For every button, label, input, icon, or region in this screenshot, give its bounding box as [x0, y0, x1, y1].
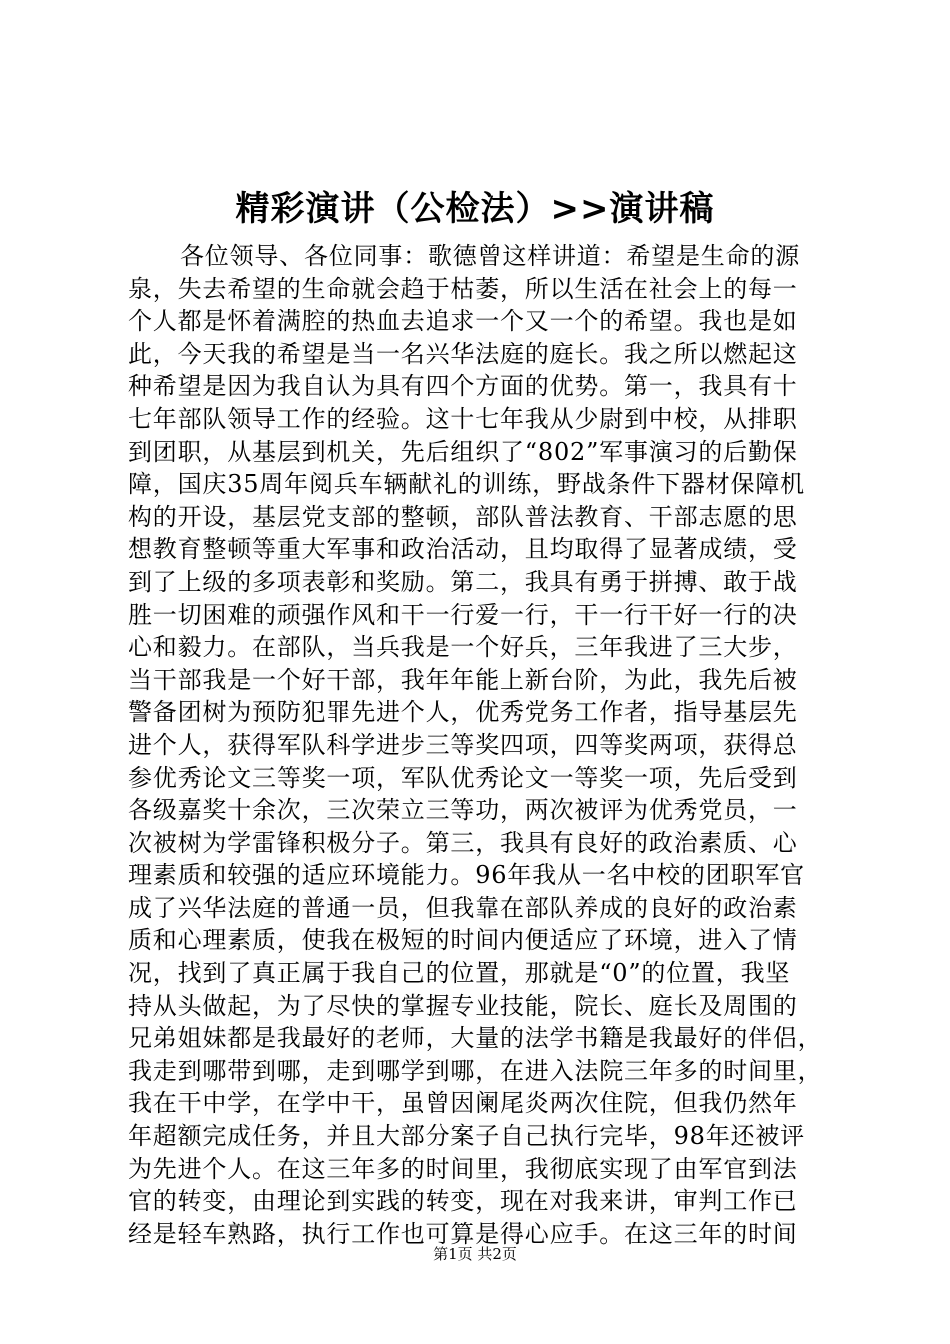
body-line: 泉，失去希望的生命就会趋于枯萎，所以生活在社会上的每一	[128, 274, 798, 303]
document-title: 精彩演讲（公检法）>>演讲稿	[235, 189, 715, 229]
body-line: 当干部我是一个好干部，我年年能上新台阶，为此，我先后被	[128, 665, 798, 694]
body-line: 警备团树为预防犯罪先进个人，优秀党务工作者，指导基层先	[128, 698, 798, 727]
body-line: 理素质和较强的适应环境能力。96年我从一名中校的团职军官	[128, 861, 805, 890]
body-line: 兄弟姐妹都是我最好的老师，大量的法学书籍是我最好的伴侣，	[128, 1024, 823, 1053]
body-line: 七年部队领导工作的经验。这十七年我从少尉到中校，从排职	[128, 404, 798, 433]
body-line: 为先进个人。在这三年多的时间里，我彻底实现了由军官到法	[128, 1154, 798, 1183]
body-line: 我在干中学，在学中干，虽曾因阑尾炎两次住院，但我仍然年	[128, 1089, 798, 1118]
body-line: 我走到哪带到哪，走到哪学到哪，在进入法院三年多的时间里，	[128, 1056, 823, 1085]
body-line: 个人都是怀着满腔的热血去追求一个又一个的希望。我也是如	[128, 307, 798, 336]
body-line: 持从头做起，为了尽快的掌握专业技能，院长、庭长及周围的	[128, 991, 798, 1020]
body-line: 构的开设，基层党支部的整顿，部队普法教育、干部志愿的思	[128, 502, 798, 531]
body-line: 到了上级的多项表彰和奖励。第二，我具有勇于拼搏、敢于战	[128, 567, 798, 596]
body-line: 种希望是因为我自认为具有四个方面的优势。第一，我具有十	[128, 372, 798, 401]
body-line: 障，国庆35周年阅兵车辆献礼的训练，野战条件下器材保障机	[128, 470, 805, 499]
body-line: 经是轻车熟路，执行工作也可算是得心应手。在这三年的时间	[128, 1219, 798, 1248]
body-line: 官的转变，由理论到实践的转变，现在对我来讲，审判工作已	[128, 1187, 798, 1216]
page-number-footer: 第1页 共2页	[433, 1245, 517, 1263]
body-line: 次被树为学雷锋积极分子。第三，我具有良好的政治素质、心	[128, 828, 798, 857]
body-line: 况，找到了真正属于我自己的位置，那就是“0”的位置，我坚	[128, 959, 791, 988]
body-line: 各位领导、各位同事：歌德曾这样讲道：希望是生命的源	[180, 242, 800, 270]
body-line: 质和心理素质，使我在极短的时间内便适应了环境，进入了情	[128, 926, 798, 955]
body-line: 进个人，获得军队科学进步三等奖四项，四等奖两项，获得总	[128, 730, 798, 759]
body-line: 此，今天我的希望是当一名兴华法庭的庭长。我之所以燃起这	[128, 339, 798, 368]
body-line: 参优秀论文三等奖一项，军队优秀论文一等奖一项，先后受到	[128, 763, 798, 792]
speech-body	[128, 240, 832, 1250]
body-line: 成了兴华法庭的普通一员，但我靠在部队养成的良好的政治素	[128, 893, 798, 922]
body-line: 各级嘉奖十余次，三次荣立三等功，两次被评为优秀党员，一	[128, 796, 798, 825]
body-line: 心和毅力。在部队，当兵我是一个好兵，三年我进了三大步，	[128, 633, 798, 662]
body-line: 胜一切困难的顽强作风和干一行爱一行，干一行干好一行的决	[128, 600, 798, 629]
body-line: 想教育整顿等重大军事和政治活动，且均取得了显著成绩，受	[128, 535, 798, 564]
body-line: 年超额完成任务，并且大部分案子自己执行完毕，98年还被评	[128, 1122, 805, 1151]
body-line: 到团职，从基层到机关，先后组织了“802”军事演习的后勤保	[128, 437, 798, 466]
